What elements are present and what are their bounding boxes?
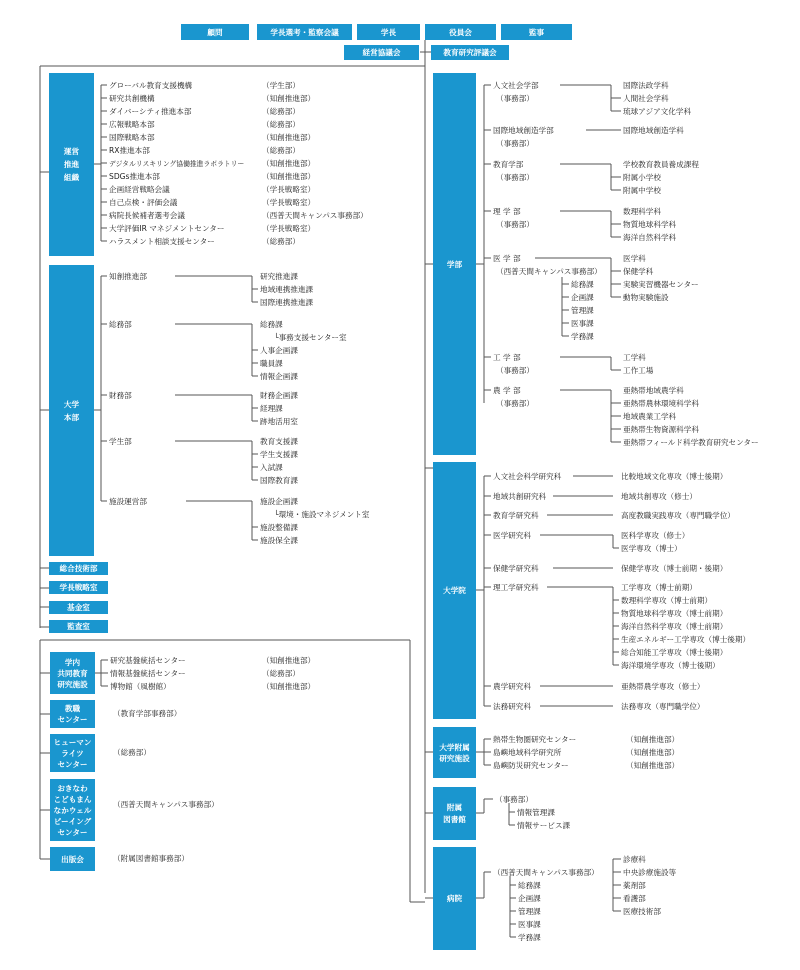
grad-course: 医学専攻（博士） <box>621 544 682 553</box>
facility-office: （西普天間キャンパス事務部） <box>113 800 219 809</box>
unei-dept: （知創推進部） <box>262 159 316 168</box>
unei-item: 企画経営戦略会議 <box>109 185 170 194</box>
faculty-dept: 琉球アジア文化学科 <box>623 107 692 116</box>
institute-dept: （知創推進部） <box>626 761 680 770</box>
faculty-dept: 人間社会学科 <box>623 94 669 103</box>
faculty-dept: 医学科 <box>623 254 646 263</box>
honbu-section: 教育支援課 <box>260 437 298 446</box>
grad-school: 農学研究科 <box>493 682 531 691</box>
unei-dept: （学生部） <box>262 81 300 90</box>
faculty-name: 医 学 部 <box>493 254 521 263</box>
unei-dept: （学長戦略室） <box>262 185 316 194</box>
library-section: 情報サービス課 <box>517 821 571 830</box>
unei-item: ダイバーシティ推進本部 <box>109 107 192 116</box>
unei-dept: （学長戦略室） <box>262 224 316 233</box>
gakucho-senryaku-box: 学長戦略室 <box>49 581 108 594</box>
human-rights-center-box: ヒューマン ライツ センター <box>50 734 95 772</box>
honbu-section: 入試課 <box>260 463 283 472</box>
facility-office: （教育学部事務部） <box>113 709 182 718</box>
faculty-dept: 地域農業工学科 <box>623 412 677 421</box>
unei-item: SDGs推進本部 <box>109 172 160 181</box>
faculty-office: （事務部） <box>496 173 534 182</box>
hospital-box: 病院 <box>433 847 476 950</box>
grad-course: 工学専攻（博士前期） <box>621 583 697 592</box>
grad-school: 地域共創研究科 <box>493 492 547 501</box>
honbu-section: 施設企画課 <box>260 497 298 506</box>
faculty-sub: 学務課 <box>571 332 594 341</box>
honbu-section: 財務企画課 <box>260 391 298 400</box>
gakubu-box: 学部 <box>433 73 476 455</box>
faculty-name: 農 学 部 <box>493 386 521 395</box>
honbu-section: 研究推進課 <box>260 272 298 281</box>
faculty-dept: 工学科 <box>623 353 646 362</box>
honbu-section: 経理課 <box>260 404 283 413</box>
grad-school: 保健学研究科 <box>493 564 539 573</box>
faculty-dept: 数理科学科 <box>623 207 661 216</box>
institute-dept: （知創推進部） <box>626 735 680 744</box>
honbu-dept: 総務部 <box>109 320 132 329</box>
daigaku-honbu-box: 大学 本部 <box>49 265 94 556</box>
faculty-sub: 医事課 <box>571 319 594 328</box>
grad-school: 医学研究科 <box>493 531 531 540</box>
faculty-office: （事務部） <box>496 366 534 375</box>
hospital-dept: 看護部 <box>623 894 646 903</box>
faculty-name: 教育学部 <box>493 160 524 169</box>
facility-item: 情報基盤統括センター <box>110 669 186 678</box>
daigakuin-box: 大学院 <box>433 462 476 719</box>
honbu-section: 人事企画課 <box>260 346 298 355</box>
honbu-dept: 施設運営部 <box>109 497 147 506</box>
fuzoku-kenkyu-box: 大学附属 研究施設 <box>433 727 476 778</box>
honbu-dept: 知創推進部 <box>109 272 147 281</box>
unei-dept: （西普天間キャンパス事務部） <box>262 211 368 220</box>
faculty-name: 人文社会学部 <box>493 81 539 90</box>
faculty-dept: 亜熱帯生物資源科学科 <box>623 425 699 434</box>
grad-course: 生産エネルギー工学専攻（博士後期） <box>621 635 751 644</box>
unei-dept: （総務部） <box>262 146 300 155</box>
president-box: 学長 <box>357 24 420 40</box>
unei-item: 国際戦略本部 <box>109 133 155 142</box>
unei-dept: （総務部） <box>262 237 300 246</box>
grad-course: 保健学専攻（博士前期・後期） <box>621 564 728 573</box>
grad-course: 亜熱帯農学専攻（修士） <box>621 682 705 691</box>
grad-school: 法務研究科 <box>493 702 531 711</box>
faculty-dept: 実験実習機器センター <box>623 280 699 289</box>
hospital-office: （西普天間キャンパス事務部） <box>493 868 599 877</box>
faculty-office: （事務部） <box>496 139 534 148</box>
unei-dept: （総務部） <box>262 107 300 116</box>
kansa-box: 監査室 <box>49 620 108 633</box>
honbu-section: 施設整備課 <box>260 523 298 532</box>
faculty-office: （事務部） <box>496 399 534 408</box>
hospital-dept: 医療技術部 <box>623 907 661 916</box>
grad-course: 物質地球科学専攻（博士前期） <box>621 609 728 618</box>
grad-school: 理工学研究科 <box>493 583 539 592</box>
hospital-dept: 診療科 <box>623 855 646 864</box>
hospital-sub: 企画課 <box>518 894 541 903</box>
honbu-section: 地域連携推進課 <box>260 285 314 294</box>
faculty-name: 国際地域創造学部 <box>493 126 554 135</box>
hospital-sub: 管理課 <box>518 907 541 916</box>
faculty-dept: 保健学科 <box>623 267 654 276</box>
institute-name: 島嶼地域科学研究所 <box>493 748 562 757</box>
advisor-box: 顧問 <box>181 24 249 40</box>
wellbeing-center-box: おきなわ こどもまん なかウェル ビーイング センター <box>50 779 95 841</box>
unei-dept: （知創推進部） <box>262 133 316 142</box>
grad-course: 医科学専攻（修士） <box>621 531 690 540</box>
honbu-section: └事務支援センター室 <box>274 333 347 342</box>
hospital-dept: 薬剤部 <box>623 881 646 890</box>
board-of-directors-box: 役員会 <box>425 24 496 40</box>
honbu-section: 学生支援課 <box>260 450 298 459</box>
unei-item: デジタルリスキリング協働推進ラボラトリー <box>109 160 245 168</box>
hospital-sub: 学務課 <box>518 933 541 942</box>
faculty-dept: 亜熱帯地域農学科 <box>623 386 684 395</box>
president-selection-board-box: 学長選考・監察会議 <box>257 24 352 40</box>
faculty-dept: 附属小学校 <box>623 173 661 182</box>
teacher-center-box: 教職 センター <box>50 700 95 728</box>
grad-course: 数理科学専攻（博士前期） <box>621 596 713 605</box>
hospital-dept: 中央診療施設等 <box>623 868 677 877</box>
faculty-office: （西普天間キャンパス事務部） <box>496 267 602 276</box>
faculty-name: 理 学 部 <box>493 207 521 216</box>
grad-course: 海洋環境学専攻（博士後期） <box>621 661 720 670</box>
honbu-section: 情報企画課 <box>260 372 298 381</box>
institute-name: 熱帯生物圏研究センター <box>493 735 577 744</box>
faculty-dept: 学校教育教員養成課程 <box>623 160 699 169</box>
grad-school: 教育学研究科 <box>493 511 539 520</box>
facility-item: 博物館（風樹館） <box>110 682 171 691</box>
honbu-dept: 財務部 <box>109 391 132 400</box>
unei-item: 研究共創機構 <box>109 94 155 103</box>
hospital-sub: 医事課 <box>518 920 541 929</box>
auditor-box: 監事 <box>501 24 572 40</box>
faculty-office: （事務部） <box>496 94 534 103</box>
sogo-gijutsu-box: 総合技術部 <box>49 562 108 575</box>
hospital-sub: 総務課 <box>518 881 541 890</box>
faculty-dept: 国際地域創造学科 <box>623 126 684 135</box>
faculty-dept: 動物実験施設 <box>623 293 669 302</box>
faculty-dept: 亜熱帯フィールド科学教育研究センター <box>623 438 759 447</box>
unei-item: 大学評価IR マネジメントセンター <box>109 224 225 233</box>
unei-dept: （知創推進部） <box>262 94 316 103</box>
honbu-section: 国際教育課 <box>260 476 298 485</box>
grad-course: 法務専攻（専門職学位） <box>621 702 705 711</box>
honbu-section: 施設保全課 <box>260 536 298 545</box>
grad-course: 高度教職実践専攻（専門職学位） <box>621 511 735 520</box>
facility-dept: （総務部） <box>262 669 300 678</box>
institute-name: 島嶼防災研究センター <box>493 761 569 770</box>
unei-dept: （総務部） <box>262 120 300 129</box>
honbu-section: 総務課 <box>260 320 283 329</box>
honbu-dept: 学生部 <box>109 437 132 446</box>
unei-suishin-box: 運営 推進 組織 <box>49 73 94 256</box>
unei-item: ハラスメント相談支援センター <box>109 237 215 246</box>
grad-course: 地域共創専攻（修士） <box>621 492 697 501</box>
honbu-section: └環境・施設マネジメント室 <box>274 510 370 519</box>
library-section: 情報管理課 <box>517 808 555 817</box>
joint-research-facilities-box: 学内 共同教育 研究施設 <box>50 652 95 694</box>
faculty-dept: 国際法政学科 <box>623 81 669 90</box>
honbu-section: 跡地活用室 <box>260 417 298 426</box>
management-council-box: 経営協議会 <box>344 45 419 60</box>
institute-dept: （知創推進部） <box>626 748 680 757</box>
unei-dept: （知創推進部） <box>262 172 316 181</box>
unei-dept: （学長戦略室） <box>262 198 316 207</box>
library-box: 附属 図書館 <box>433 787 476 840</box>
unei-item: 自己点検・評価会議 <box>109 198 178 207</box>
press-box: 出版会 <box>50 847 95 871</box>
facility-office: （附属図書館事務部） <box>113 854 189 863</box>
library-office: （事務部） <box>495 795 533 804</box>
faculty-dept: 海洋自然科学科 <box>623 233 677 242</box>
faculty-sub: 企画課 <box>571 293 594 302</box>
unei-item: グローバル教育支援機構 <box>109 81 193 90</box>
honbu-section: 職員課 <box>260 359 283 368</box>
faculty-name: 工 学 部 <box>493 353 521 362</box>
grad-school: 人文社会科学研究科 <box>493 472 562 481</box>
kikin-box: 基金室 <box>49 601 108 614</box>
unei-item: 病院長候補者選考会議 <box>109 211 185 220</box>
facility-item: 研究基盤統括センター <box>110 656 186 665</box>
faculty-dept: 工作工場 <box>623 366 654 375</box>
education-research-council-box: 教育研究評議会 <box>431 45 509 60</box>
faculty-sub: 管理課 <box>571 306 594 315</box>
unei-item: RX推進本部 <box>109 146 150 155</box>
grad-course: 総合知能工学専攻（博士後期） <box>621 648 728 657</box>
facility-office: （総務部） <box>113 748 151 757</box>
grad-course: 比較地域文化専攻（博士後期） <box>621 472 728 481</box>
faculty-office: （事務部） <box>496 220 534 229</box>
faculty-sub: 総務課 <box>571 280 594 289</box>
honbu-section: 国際連携推進課 <box>260 298 314 307</box>
faculty-dept: 物質地球科学科 <box>623 220 677 229</box>
faculty-dept: 附属中学校 <box>623 186 661 195</box>
grad-course: 海洋自然科学専攻（博士前期） <box>621 622 728 631</box>
faculty-dept: 亜熱帯農林環境科学科 <box>623 399 699 408</box>
facility-dept: （知創推進部） <box>262 682 316 691</box>
unei-item: 広報戦略本部 <box>109 120 155 129</box>
facility-dept: （知創推進部） <box>262 656 316 665</box>
